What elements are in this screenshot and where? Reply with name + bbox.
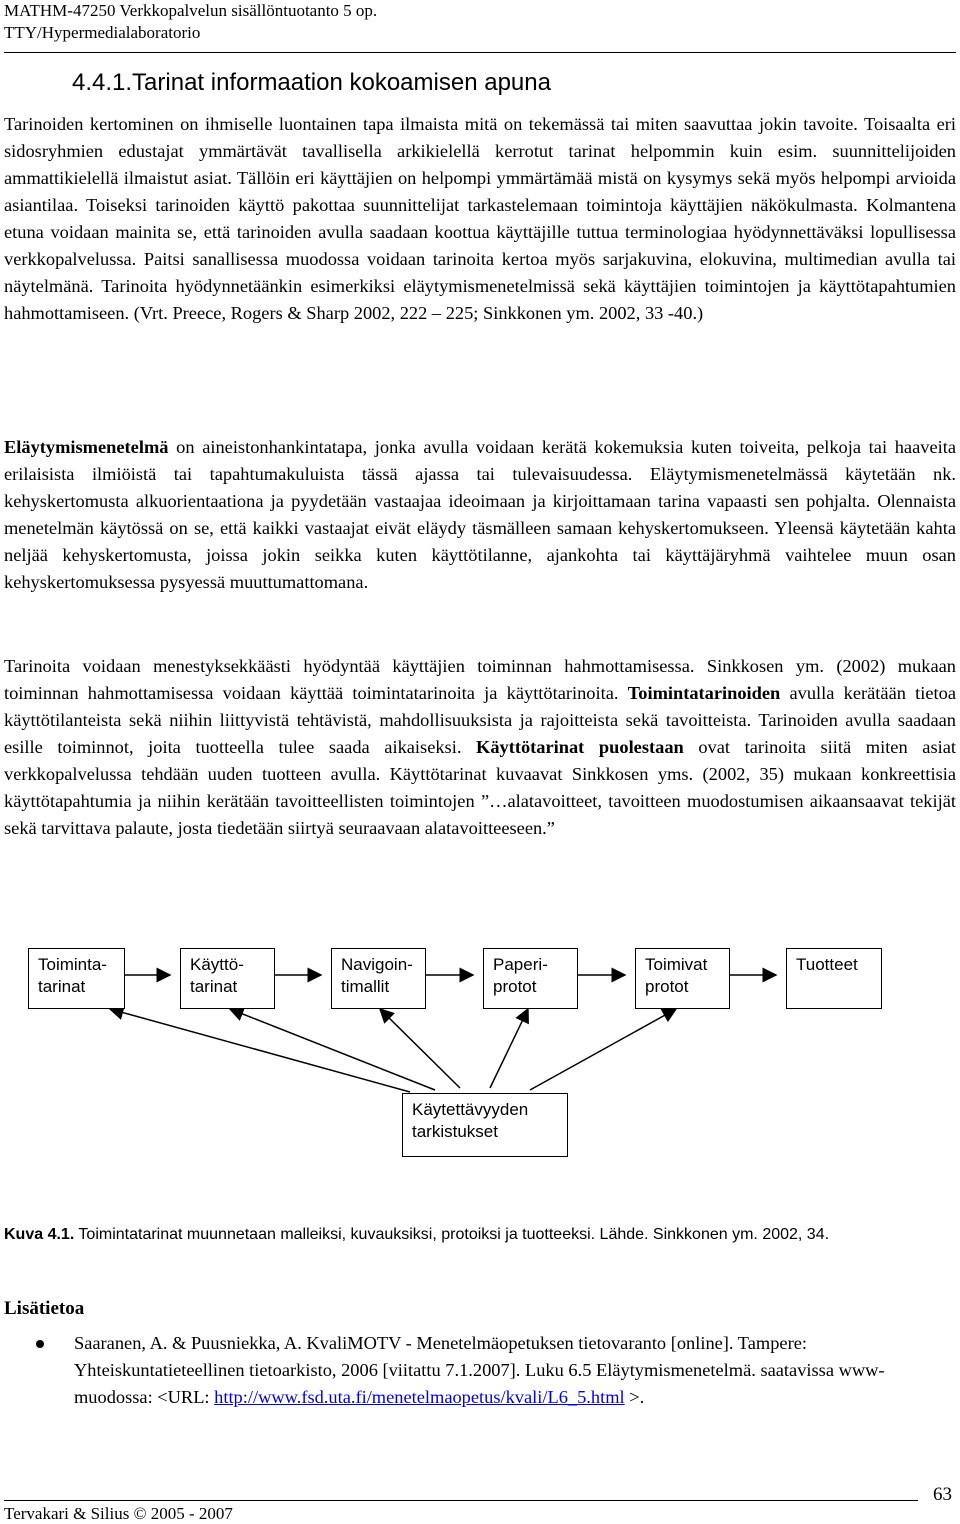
flow-box-kaytettavyyden-tarkistukset: Käytettävyyden tarkistukset [402, 1093, 568, 1157]
flow-box-kayttotarinat: Käyttö- tarinat [180, 948, 275, 1009]
more-info-heading: Lisätietoa [4, 1298, 85, 1319]
reference-text: Saaranen, A. & Puusniekka, A. KvaliMOTV - Menetelmäopetuksen tietovaranto [online]. Tampere: Yhteiskuntatieteellinen tietoarkisto, 2006 [viitattu 7.1.2007]. Luku 6.5 Eläytymismenetelmä. saatavissa www-muodossa: <URL: [74, 1333, 885, 1407]
reference-link[interactable]: http://www.fsd.uta.fi/menetelmaopetus/kvali/L6_5.html [214, 1387, 625, 1407]
term-toimintatarinoiden: Toimintatarinoiden [627, 683, 781, 703]
paragraph-2 [4, 434, 956, 596]
paragraph-3-text-b: avulla kerätään tietoa käyttötilanteista sekä niihin liittyvistä tehtävistä, mahdollisuuksista ja rajoitteista sekä tavoitteista. Tarinoiden avulla saadaan esille toiminnot, joita tuotteella tulee saada aikaiseksi. [4, 683, 956, 757]
flow-box-toimivat-protot: Toimivat protot [635, 948, 730, 1009]
section-heading [72, 68, 551, 98]
footer-copyright: Tervakari & Silius © 2005 - 2007 [4, 1504, 233, 1523]
flow-box-toimintatarinat: Toiminta- tarinat [28, 948, 125, 1009]
page-number: 63 [933, 1484, 952, 1505]
paragraph-1: Tarinoiden kertominen on ihmiselle luontainen tapa ilmaista mitä on tekemässä tai miten saavuttaa jokin tavoite. Toisaalta eri sidosryhmien edustajat ymmärtävät tavallisella arkikielellä kerrotut tarinat helpommin kuin esim. suunnittelijoiden ammattikielellä ilmaistut asiat. Tällöin eri käyttäjien on helpompi ymmärtämää mistä on kysymys sekä myös helpompi arvioida asiantilaa. Toiseksi tarinoiden käyttö pakottaa suunnittelijat tarkastelemaan toimintoja käyttäjien näkökulmasta. Kolmantena etuna voidaan mainita se, että tarinoiden avulla saadaan koottua käyttäjille tuttua terminologiaa hyödynnettäväksi lopullisessa verkkopalvelussa. Paitsi sanallisessa muodossa voidaan tarinoita kertoa myös sarjakuvina, elokuvina, multimedian avulla tai näytelmänä. Tarinoita hyödynnetäänkin esimerkiksi eläytymismenetelmissä sekä käyttäjien toimintojen ja käyttötapahtumien hahmottamiseen. (Vrt. Preece, Rogers & Sharp 2002, 222 – 225; Sinkkonen ym. 2002, 33 -40.) [4, 114, 956, 323]
header-divider [4, 52, 956, 53]
arrow-up-5 [530, 1009, 676, 1090]
section-title: Tarinat informaation kokoamisen apuna [132, 69, 551, 96]
paragraph-3 [4, 653, 956, 842]
footer-divider [4, 1500, 918, 1501]
paragraph-3-text-a: Tarinoita voidaan menestyksekkäästi hyödyntää käyttäjien toiminnan hahmottamisessa. Sinkkosen ym. (2002) mukaan toiminnan hahmottamisessa voidaan käyttää toimintatarinoita ja käyttötarinoita. [4, 656, 956, 703]
flow-box-paperiprotot: Paperi- protot [483, 948, 578, 1009]
section-number: 4.4.1. [72, 69, 133, 96]
caption-text: Toimintatarinat muunnetaan malleiksi, kuvauksiksi, protoiksi ja tuotteeksi. Lähde. Sinkkonen ym. 2002, 34. [74, 1226, 830, 1243]
paragraph-3-text-c: ovat tarinoita siitä miten asiat verkkopalvelussa tehdään uuden tuotteen avulla. Käyttötarinat kuvaavat Sinkkosen yms. (2002, 35) mukaan konkreettisia käyttötapahtumia ja niihin kerätään tavoitteellisten toimintojen ”…alatavoitteet, tavoitteen muodostumisen aikaansaavat tekijät sekä tarvittava palaute, josta tiedetään siirtyä seuraavaan alatavoitteeseen.” [4, 737, 956, 838]
bullet-icon [36, 1340, 44, 1348]
flow-box-navigointimallit: Navigoin- timallit [331, 948, 426, 1009]
figure-caption [4, 1222, 954, 1247]
paragraph-2-text: on aineistonhankintatapa, jonka avulla voidaan kerätä kokemuksia kuten toiveita, pelkoja tai haaveita erilaisista ilmiöistä tai tapahtumakuluista tässä ajassa tai tulevaisuudessa. Eläytymismenetelmässä käytetään nk. kehyskertomusta alkuorientaationa ja pyydetään vastaajaa ideoimaan ja kirjoittamaan tarina vapaasti sen pohjalta. Olennaista menetelmän käytössä on se, että kaikki vastaajat eivät eläydy täsmälleen samaan kehyskertomukseen. Yleensä käytetään kahta neljää kehyskertomusta, joissa jokin seikka kuten käyttötilanne, ajankohta tai käyttäjäryhmä vaihtelee muun osan kehyskertomuksessa pysyessä muuttumattomana. [4, 437, 956, 592]
reference-item [74, 1330, 940, 1411]
term-kayttotarinat: Käyttötarinat puolestaan [476, 737, 684, 757]
flow-box-tuotteet: Tuotteet [786, 948, 882, 1009]
lab-line: TTY/Hypermedialaboratorio [4, 23, 201, 42]
arrow-up-3 [380, 1009, 460, 1088]
arrow-up-2 [230, 1009, 435, 1090]
course-line: MATHM-47250 Verkkopalvelun sisällöntuotanto 5 op. [4, 1, 378, 20]
reference-end: >. [624, 1387, 645, 1407]
term-elaytymismenetelma: Eläytymismenetelmä [4, 437, 169, 457]
document-header [4, 0, 377, 44]
arrow-up-4 [490, 1009, 528, 1088]
process-diagram [0, 940, 960, 1190]
caption-label: Kuva 4.1. [4, 1226, 75, 1243]
